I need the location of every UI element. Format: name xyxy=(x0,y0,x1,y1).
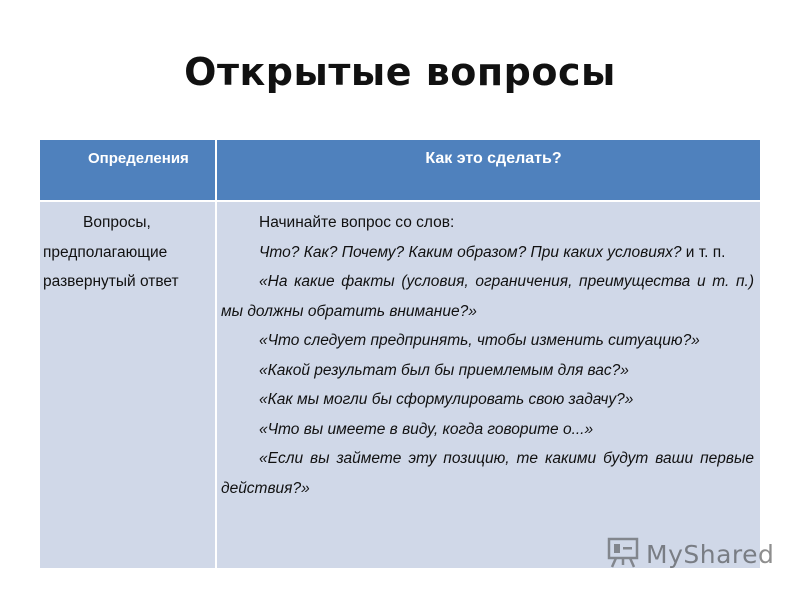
table-header-row xyxy=(40,140,760,200)
how-to-cell xyxy=(217,202,760,568)
header-definitions: Определения xyxy=(40,140,217,200)
definition-line-1: Вопросы, xyxy=(83,214,151,231)
how-paragraph-7: «Что вы имеете в виду, когда говорите о...» xyxy=(259,420,594,438)
presentation-board-icon xyxy=(606,535,640,574)
watermark-text: MyShared xyxy=(646,539,775,569)
definition-cell xyxy=(40,202,217,568)
how-paragraph-5: «Какой результат был бы приемлемым для вас?» xyxy=(259,361,629,379)
definition-line-3: развернутый ответ xyxy=(43,273,179,290)
how-paragraph-2 xyxy=(221,238,754,268)
definition-line-2: предполагающие xyxy=(43,243,168,261)
table-body-row xyxy=(40,200,760,568)
questions-table xyxy=(40,140,760,568)
header-how-to: Как это сделать? xyxy=(425,150,562,167)
watermark xyxy=(606,536,774,572)
slide-title: Открытые вопросы xyxy=(184,50,616,94)
how-paragraph-8: «Если вы займете эту позицию, те какими будут ваши первые действия?» xyxy=(221,450,754,497)
how-paragraph-6: «Как мы могли бы сформулировать свою задачу?» xyxy=(259,391,634,408)
how-paragraph-1: Начинайте вопрос со слов: xyxy=(259,214,455,231)
question-words: Что? Как? Почему? Каким образом? При каких условиях? xyxy=(259,243,682,261)
question-words-tail: и т. п. xyxy=(681,243,726,261)
how-paragraph-4: «Что следует предпринять, чтобы изменить ситуацию?» xyxy=(259,332,700,349)
how-paragraph-3: «На какие факты (условия, ограничения, преимущества и т. п.) мы должны обратить внимание?» xyxy=(221,273,754,320)
